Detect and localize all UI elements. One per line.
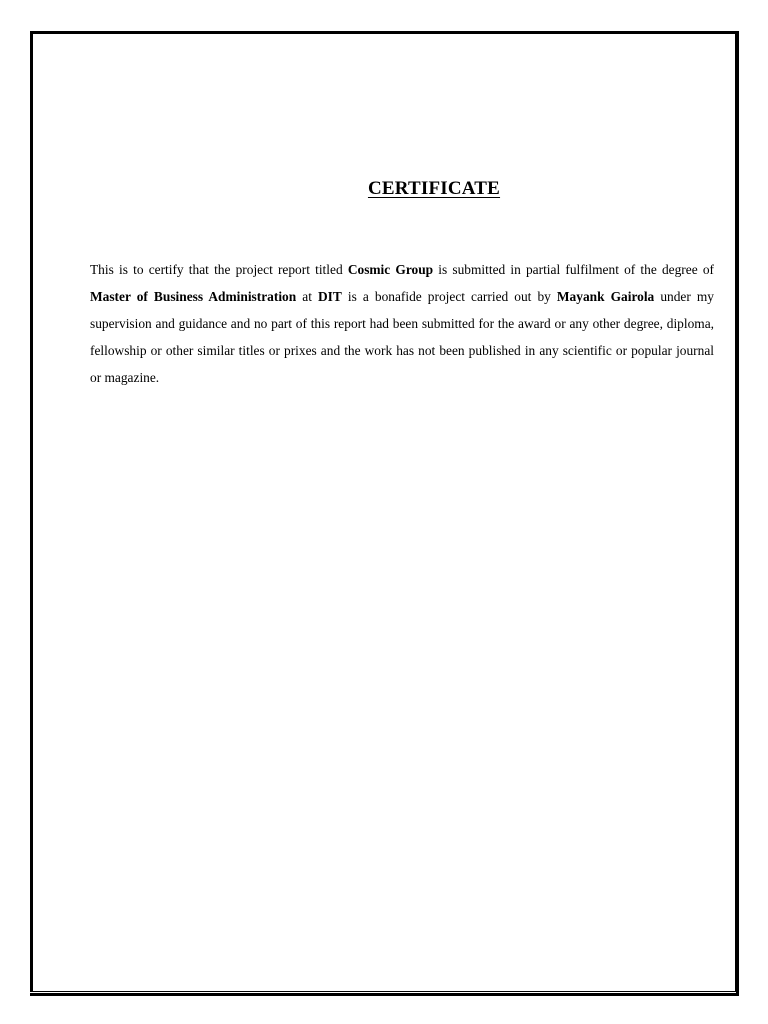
certificate-body [90, 256, 714, 391]
body-text-segment: is a bonafide project carried out by [341, 289, 557, 304]
body-text-segment: at [296, 289, 318, 304]
student-name: Mayank Gairola [556, 289, 655, 304]
body-text-segment: is submitted in partial fulfilment of the degree of [433, 262, 714, 277]
degree-name: Master of Business Administration [90, 289, 297, 304]
page-border-shadow [30, 31, 739, 996]
institute-name: DIT [317, 289, 342, 304]
certificate-title: CERTIFICATE [367, 178, 501, 199]
body-text-segment: under my supervision and guidance and no part of this report had been submitted for the award or any other degree, diploma, fellowship or other similar titles or prixes and the work has not been published in any scientific or popular journal or magazine. [90, 289, 714, 385]
body-text-segment: This is to certify that the project report titled [90, 262, 348, 277]
project-name: Cosmic Group [347, 262, 434, 277]
